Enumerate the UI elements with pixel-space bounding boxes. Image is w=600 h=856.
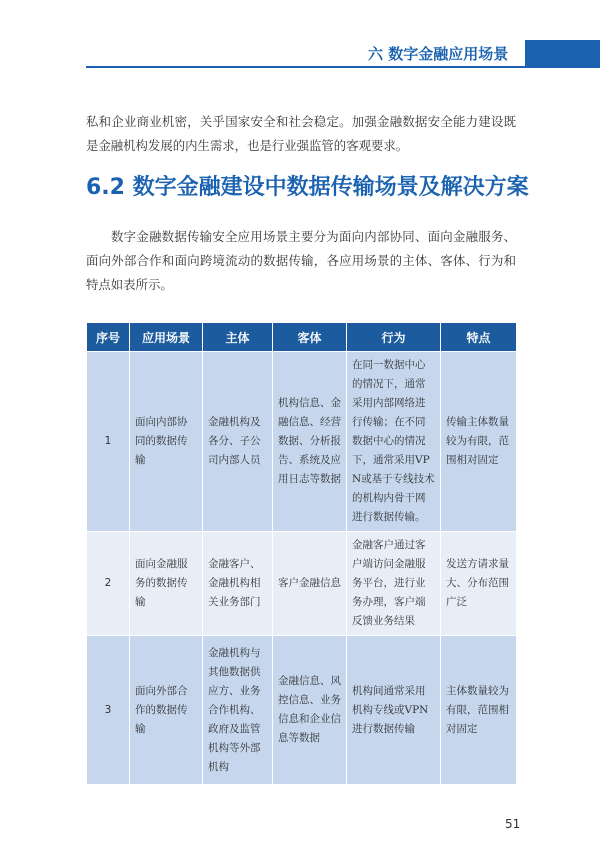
- cell-scenario: 面向内部协同的数据传输: [130, 352, 203, 532]
- cell-subject: 金融机构及各分、子公司内部人员: [203, 352, 273, 532]
- cell-object: 客户金融信息: [273, 532, 347, 636]
- cell-scenario: 面向外部合作的数据传输: [130, 636, 203, 785]
- cell-feature: 传输主体数量较为有限，范围相对固定: [441, 352, 517, 532]
- paragraph-intro: 私和企业商业机密，关乎国家安全和社会稳定。加强金融数据安全能力建设既是金融机构发展的内生需求，也是行业强监管的客观要求。: [86, 114, 516, 153]
- table-row: [87, 636, 517, 785]
- header-block: [525, 40, 600, 66]
- cell-object: 机构信息、金融信息、经营数据、分析报告、系统及应用日志等数据: [273, 352, 347, 532]
- cell-behavior: 在同一数据中心的情况下，通常采用内部网络进行传输；在不同数据中心的情况下，通常采用VPN或基于专线技术的机构内骨干网进行数据传输。: [347, 352, 441, 532]
- cell-scenario: 面向金融服务的数据传输: [130, 532, 203, 636]
- header-line: [86, 66, 600, 68]
- header-subject: 主体: [203, 323, 273, 352]
- cell-no: 2: [87, 532, 130, 636]
- cell-subject: 金融客户、金融机构相关业务部门: [203, 532, 273, 636]
- cell-no: 1: [87, 352, 130, 532]
- scenario-table: [86, 322, 517, 785]
- cell-behavior: 金融客户通过客户端访问金融服务平台，进行业务办理，客户端反馈业务结果: [347, 532, 441, 636]
- header-feature: 特点: [441, 323, 517, 352]
- paragraph-description: 数字金融数据传输安全应用场景主要分为面向内部协同、面向金融服务、面向外部合作和面向跨境流动的数据传输，各应用场景的主体、客体、行为和特点如表所示。: [86, 229, 516, 292]
- header-title: 六 数字金融应用场景: [368, 45, 509, 63]
- table-row: [87, 532, 517, 636]
- cell-subject: 金融机构与其他数据供应方、业务合作机构、政府及监管机构等外部机构: [203, 636, 273, 785]
- header-no: 序号: [87, 323, 130, 352]
- cell-feature: 发送方请求量大、分布范围广泛: [441, 532, 517, 636]
- cell-object: 金融信息、风控信息、业务信息和企业信息等数据: [273, 636, 347, 785]
- section-title: 6.2 数字金融建设中数据传输场景及解决方案: [86, 175, 529, 200]
- header-scenario: 应用场景: [130, 323, 203, 352]
- header-behavior: 行为: [347, 323, 441, 352]
- table-header-row: [87, 323, 517, 352]
- header-object: 客体: [273, 323, 347, 352]
- cell-no: 3: [87, 636, 130, 785]
- cell-feature: 主体数量较为有限，范围相对固定: [441, 636, 517, 785]
- page-number: 51: [505, 817, 521, 831]
- table-row: [87, 352, 517, 532]
- cell-behavior: 机构间通常采用机构专线或VPN进行数据传输: [347, 636, 441, 785]
